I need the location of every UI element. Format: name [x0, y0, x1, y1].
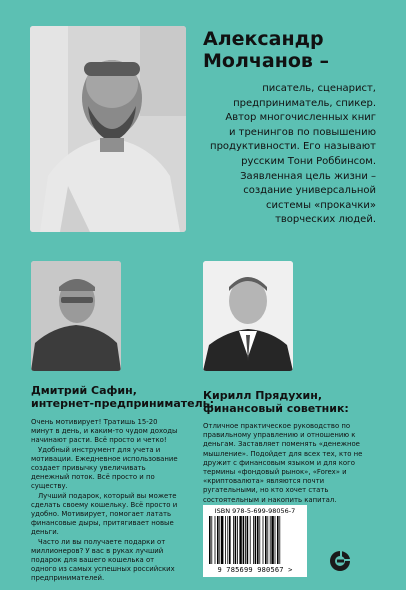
bio-line: и тренингов по повышению: [228, 126, 376, 138]
barcode-bar: [271, 516, 273, 564]
barcode-bar: [237, 516, 238, 564]
barcode-bar: [235, 516, 237, 564]
barcode-bar: [229, 516, 231, 564]
barcode-bar: [255, 516, 257, 564]
barcode-digits: 9 785699 980567 >: [217, 566, 293, 574]
barcode-bar: [279, 516, 280, 564]
isbn-number: ISBN 978-5-699-98056-7: [214, 507, 296, 515]
barcode-bar: [265, 516, 267, 564]
reviewer-photo-left: [31, 261, 121, 371]
barcode-bar: [250, 516, 251, 564]
left-review-text: [31, 418, 181, 584]
right-reviewer-title-line: финансовый советник:: [203, 402, 349, 415]
barcode-bar: [217, 516, 219, 564]
barcode-bar: [253, 516, 254, 564]
bio-line: предприниматель, спикер.: [233, 97, 376, 109]
reviewer-photo-right: [203, 261, 293, 371]
barcode-bar: [227, 516, 228, 564]
barcode-bar: [275, 516, 276, 564]
bio-line: писатель, сценарист,: [262, 83, 376, 94]
bio-line: продуктивности. Его называют: [210, 141, 376, 153]
left-reviewer-title-line: интернет-предприниматель:: [31, 397, 214, 410]
review-paragraph: Удобный инструмент для учета и мотивации. Ежедневное использование создает привычку увеличивать денежный поток. Всё просто и по существу.: [31, 445, 178, 491]
barcode-bar: [277, 516, 279, 564]
review-paragraph: Очень мотивирует! Тратишь 15-20 минут в день, и каким-то чудом доходы начинают расти. Всё просто и четко!: [31, 418, 178, 445]
author-last-name: Молчанов –: [203, 50, 330, 72]
author-photo-image: [30, 26, 186, 232]
barcode-bar: [209, 516, 211, 564]
right-reviewer-name: [203, 389, 349, 415]
bio-line: Автор многочисленных книг: [225, 112, 376, 124]
left-reviewer-name-line: Дмитрий Сафин,: [31, 384, 137, 397]
review-paragraph: Лучший подарок, который вы можете сделать своему кошельку. Всё просто и удобно. Мотивирует, помогает латать финансовые дыры, притягивает новые деньги.: [31, 491, 178, 537]
reviewer-photo-left-image: [31, 261, 121, 371]
barcode-bar: [239, 516, 241, 564]
barcode-bar: [270, 516, 271, 564]
barcode-bar: [245, 516, 246, 564]
barcode-bar: [211, 516, 212, 564]
bio-line: творческих людей.: [275, 214, 376, 226]
barcode-bar: [219, 516, 220, 564]
barcode-bar: [247, 516, 249, 564]
author-name-title: [203, 28, 329, 72]
author-photo: [30, 26, 186, 232]
bio-line: создание универсальной: [243, 185, 376, 197]
bio-line: русским Тони Роббинсом.: [241, 155, 376, 167]
bio-line: Заявленная цель жизни –: [240, 170, 376, 182]
barcode-bar: [257, 516, 259, 564]
barcode-bar: [221, 516, 223, 564]
bio-line: системы «прокачки»: [266, 199, 376, 211]
author-first-name: Александр: [203, 28, 324, 50]
left-reviewer-name: [31, 384, 214, 410]
right-review-text: [203, 422, 381, 505]
review-paragraph: Часто ли вы получаете подарки от миллионеров? У вас в руках лучший подарок для вашего кошелька от одного из самых успешных российских предпринимателей.: [31, 537, 175, 583]
barcode-bar: [215, 516, 216, 564]
barcode-bar: [243, 516, 245, 564]
barcode-bar: [259, 516, 260, 564]
right-reviewer-name-line: Кирилл Прядухин,: [203, 389, 323, 402]
barcode-bar: [233, 516, 234, 564]
author-bio: [190, 82, 376, 228]
barcode-bar: [225, 516, 226, 564]
publisher-logo-icon: [328, 549, 352, 573]
barcode-bar: [267, 516, 268, 564]
isbn-barcode: [203, 505, 307, 577]
reviewer-photo-right-image: [203, 261, 293, 371]
review-paragraph: Отличное практическое руководство по правильному управлению и отношению к деньгам. Заставляет поменять «денежное мышление». Подойдет для всех тех, кто не дружит с финансовым языком и для кого термины «фондовый рынок», «Forex» и «криптовалюта» являются почти ругательными, но кто хочет стать состоятельным и накопить капитал.: [203, 422, 363, 504]
barcode-bars: [208, 516, 302, 564]
barcode-bar: [263, 516, 264, 564]
